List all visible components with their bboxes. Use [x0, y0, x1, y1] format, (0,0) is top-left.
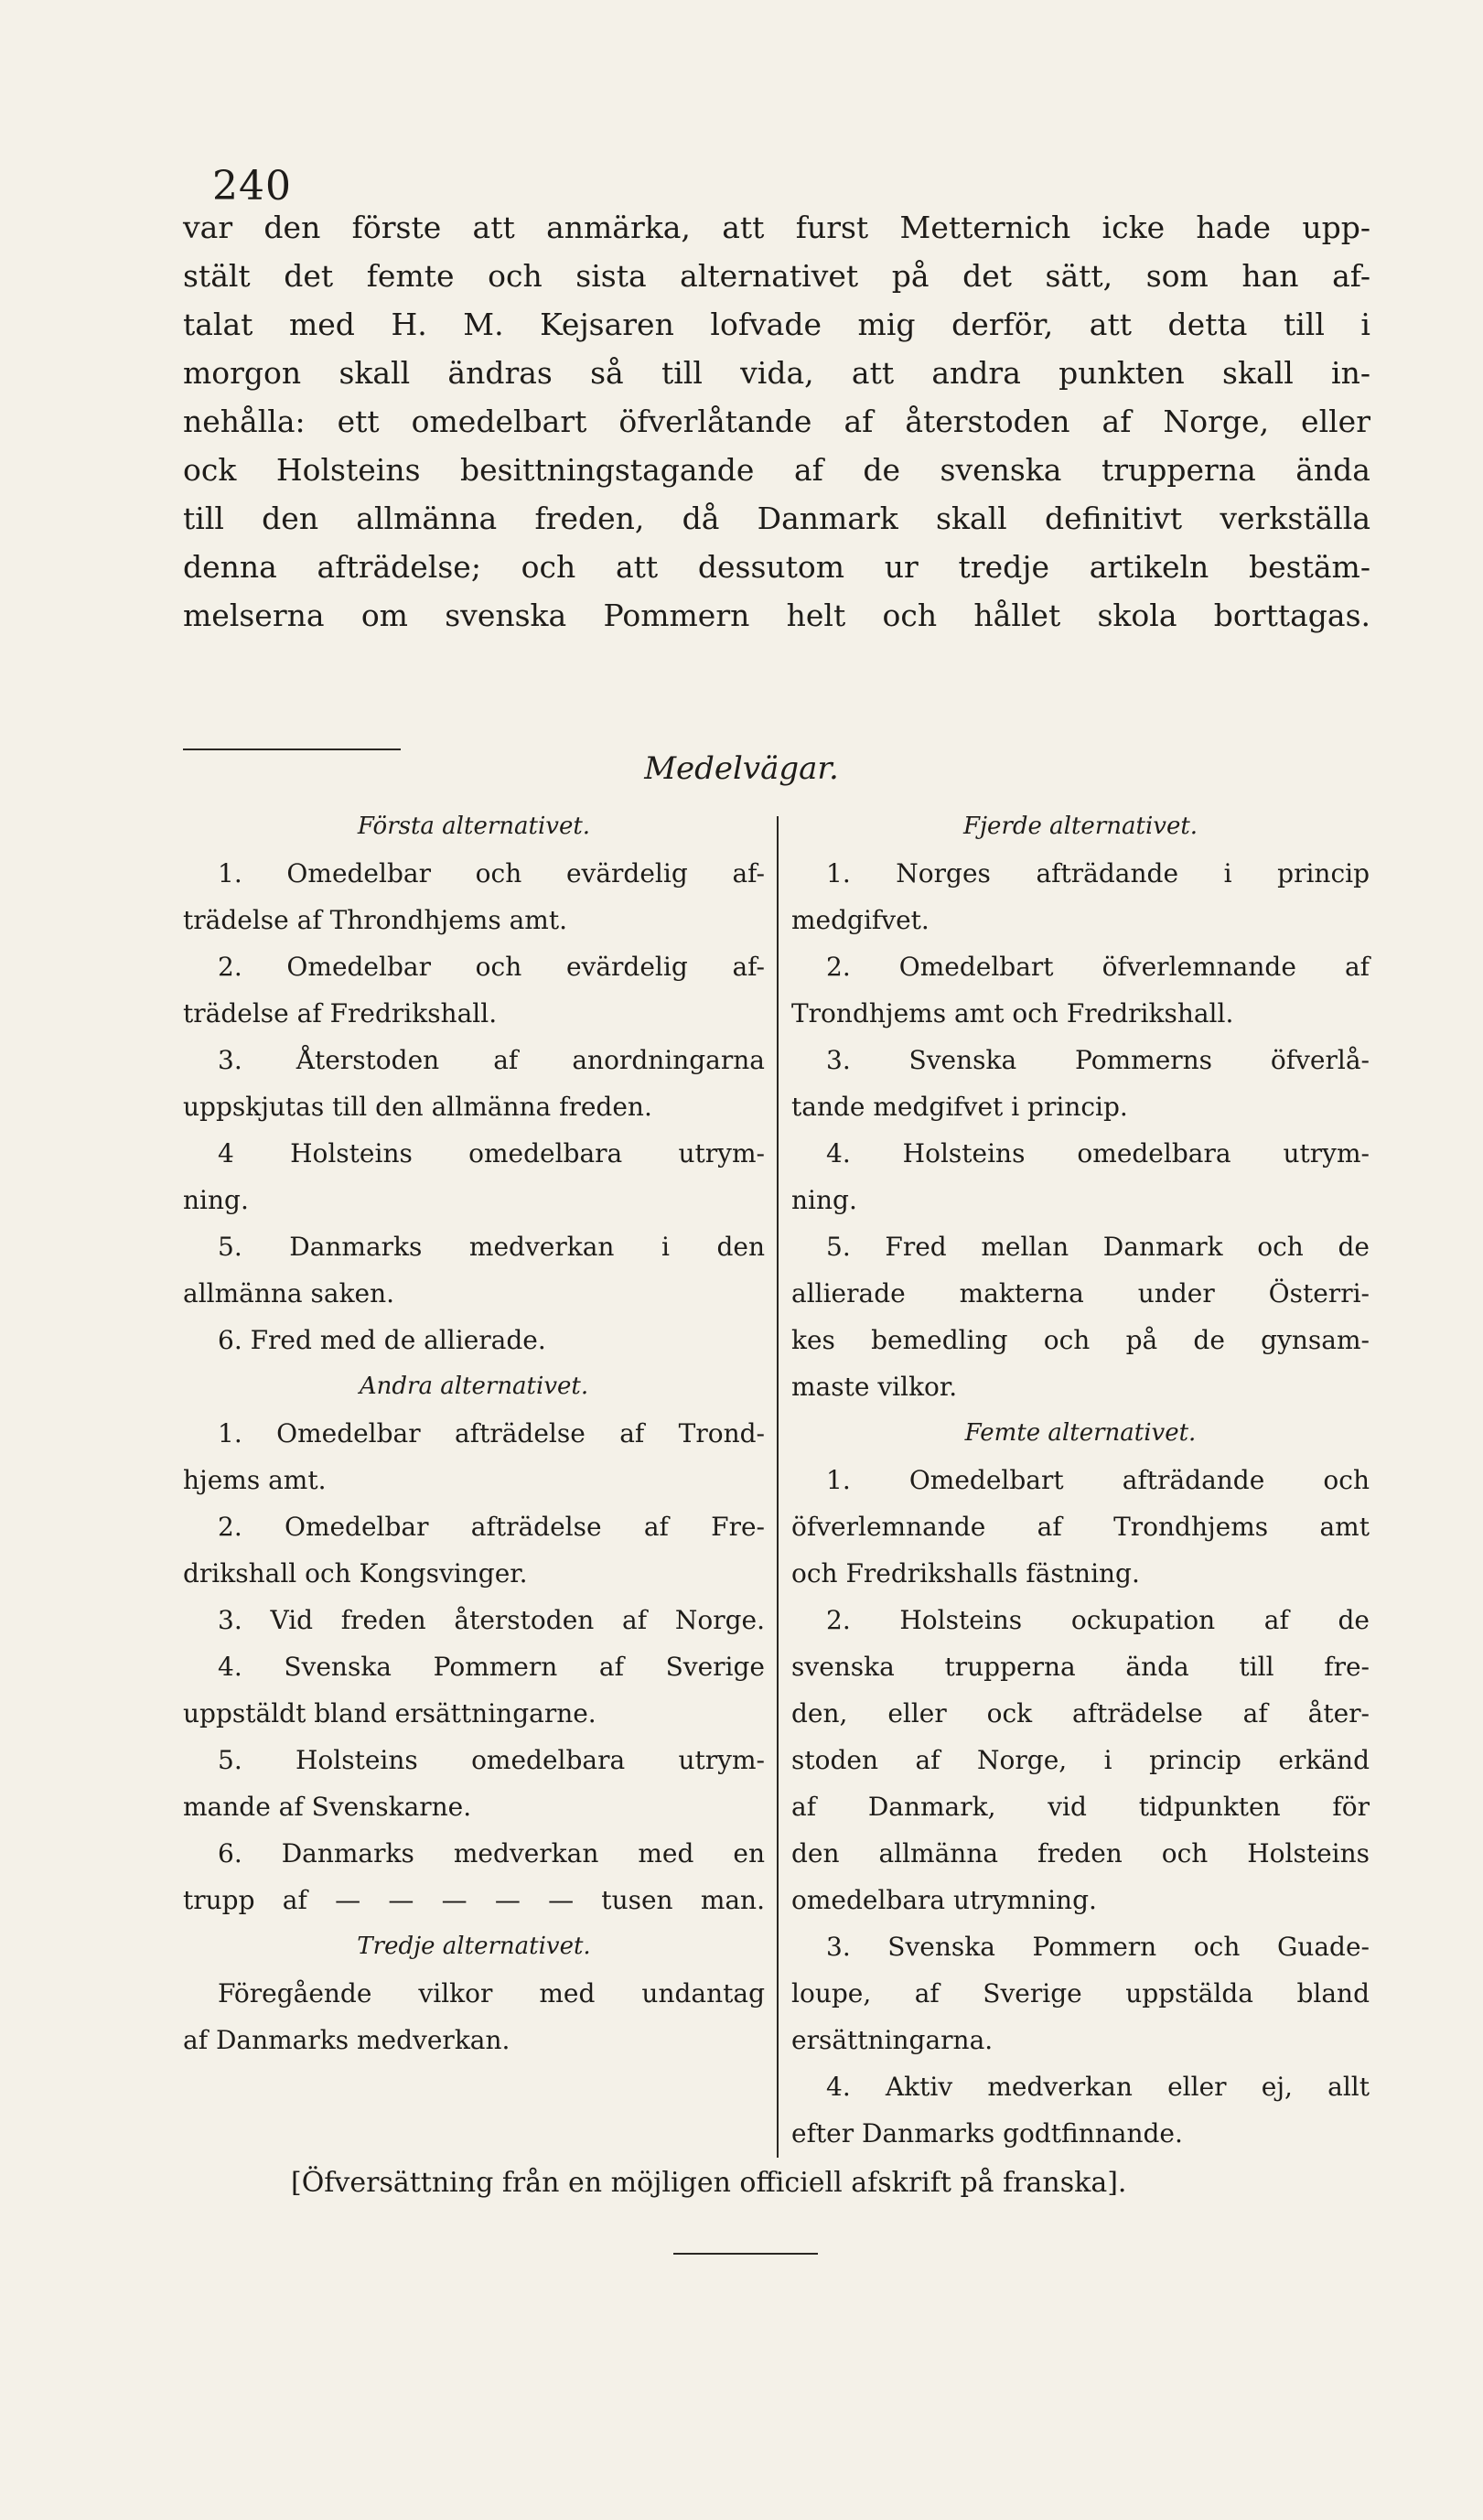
intro-line: var den förste att anmärka, att furst Metternich icke hade upp-	[183, 210, 1370, 245]
list-line: ersättningarna.	[791, 2025, 994, 2055]
list-line: efter Danmarks godtfinnande.	[791, 2118, 1183, 2148]
intro-paragraph	[183, 203, 1370, 640]
list-line: allmänna saken.	[183, 1278, 395, 1308]
alternative-heading-fourth: Fjerde alternativet.	[962, 813, 1198, 840]
intro-line: denna afträdelse; och att dessutom ur tredje artikeln bestäm-	[183, 549, 1370, 585]
list-line: 2. Omedelbart öfverlemnande af	[826, 952, 1370, 982]
list-line: den, eller ock afträdelse af åter-	[791, 1698, 1370, 1728]
list-line: 5. Fred mellan Danmark och de	[826, 1232, 1370, 1262]
list-line: 1. Omedelbar och evärdelig af-	[218, 858, 765, 888]
list-line: svenska trupperna ända till fre-	[791, 1652, 1370, 1682]
list-line: ning.	[183, 1185, 249, 1215]
list-line: 5. Holsteins omedelbara utrym-	[218, 1745, 765, 1775]
list-line: 3. Svenska Pommern och Guade-	[826, 1932, 1370, 1962]
list-line: ning.	[791, 1185, 857, 1215]
list-line: 4 Holsteins omedelbara utrym-	[218, 1138, 765, 1168]
list-line: 1. Norges afträdande i princip	[826, 858, 1370, 888]
list-line: af Danmark, vid tidpunkten för	[791, 1792, 1370, 1822]
list-line: 6. Danmarks medverkan med en	[218, 1838, 765, 1868]
list-line: 2. Holsteins ockupation af de	[826, 1605, 1370, 1635]
list-line: 4. Holsteins omedelbara utrym-	[826, 1138, 1370, 1168]
alternative-heading-third: Tredje alternativet.	[357, 1933, 591, 1960]
list-line: trädelse af Throndhjems amt.	[183, 905, 567, 935]
list-line: uppstäldt bland ersättningarne.	[183, 1698, 596, 1728]
list-line: 4. Svenska Pommern af Sverige	[218, 1652, 765, 1682]
alternative-heading-first: Första alternativet.	[357, 813, 591, 840]
list-line: Trondhjems amt och Fredrikshall.	[791, 998, 1234, 1028]
list-line: 1. Omedelbar afträdelse af Trond-	[218, 1418, 765, 1448]
list-line: omedelbara utrymning.	[791, 1885, 1097, 1915]
list-line: 4. Aktiv medverkan eller ej, allt	[826, 2072, 1370, 2102]
right-column	[791, 803, 1370, 2157]
intro-line: stält det femte och sista alternativet på det sätt, som han af-	[183, 258, 1370, 294]
translation-note: [Öfversättning från en möjligen officiell afskrift på franska].	[291, 2167, 1127, 2199]
intro-line: ock Holsteins besittningstagande af de svenska trupperna ända	[183, 452, 1370, 488]
list-line: trupp af — — — — — tusen man.	[183, 1885, 765, 1915]
list-line: 3. Återstoden af anordningarna	[218, 1045, 765, 1075]
list-line: 5. Danmarks medverkan i den	[218, 1232, 765, 1262]
list-line: loupe, af Sverige uppstälda bland	[791, 1978, 1370, 2008]
list-line: drikshall och Kongsvinger.	[183, 1558, 528, 1588]
left-column	[183, 803, 765, 2063]
list-line: Föregående vilkor med undantag	[218, 1978, 765, 2008]
list-line: uppskjutas till den allmänna freden.	[183, 1092, 652, 1122]
list-line: trädelse af Fredrikshall.	[183, 998, 498, 1028]
list-line: hjems amt.	[183, 1465, 327, 1495]
intro-line: till den allmänna freden, då Danmark skall definitivt verkställa	[183, 501, 1370, 536]
list-line: tande medgifvet i princip.	[791, 1092, 1128, 1122]
list-line: 3. Svenska Pommerns öfverlå-	[826, 1045, 1370, 1075]
intro-line: melserna om svenska Pommern helt och hållet skola borttagas.	[183, 598, 1370, 633]
list-line: maste vilkor.	[791, 1372, 958, 1402]
alternative-heading-second: Andra alternativet.	[359, 1373, 589, 1400]
list-line: 1. Omedelbart afträdande och	[826, 1465, 1370, 1495]
page-number: 240	[212, 163, 292, 210]
section-heading: Medelvägar.	[644, 750, 839, 787]
intro-line: talat med H. M. Kejsaren lofvade mig derför, att detta till i	[183, 307, 1370, 342]
list-line: af Danmarks medverkan.	[183, 2025, 510, 2055]
list-line: medgifvet.	[791, 905, 930, 935]
list-line: 2. Omedelbar och evärdelig af-	[218, 952, 765, 982]
list-line: och Fredrikshalls fästning.	[791, 1558, 1140, 1588]
list-line: allierade makterna under Österri-	[791, 1278, 1370, 1308]
intro-line: morgon skall ändras så till vida, att andra punkten skall in-	[183, 355, 1370, 391]
list-line: kes bemedling och på de gynsam-	[791, 1325, 1370, 1355]
list-line: 3. Vid freden återstoden af Norge.	[218, 1605, 765, 1635]
list-line: mande af Svenskarne.	[183, 1792, 472, 1822]
column-divider	[777, 816, 779, 2158]
alternative-heading-fifth: Femte alternativet.	[964, 1419, 1197, 1447]
list-line: 6. Fred med de allierade.	[218, 1325, 546, 1355]
list-line: stoden af Norge, i princip erkänd	[791, 1745, 1370, 1775]
list-line: öfverlemnande af Trondhjems amt	[791, 1512, 1370, 1542]
list-line: 2. Omedelbar afträdelse af Fre-	[218, 1512, 765, 1542]
bottom-rule-divider	[673, 2253, 818, 2255]
list-line: den allmänna freden och Holsteins	[791, 1838, 1370, 1868]
intro-line: nehålla: ett omedelbart öfverlåtande af återstoden af Norge, eller	[183, 404, 1370, 439]
